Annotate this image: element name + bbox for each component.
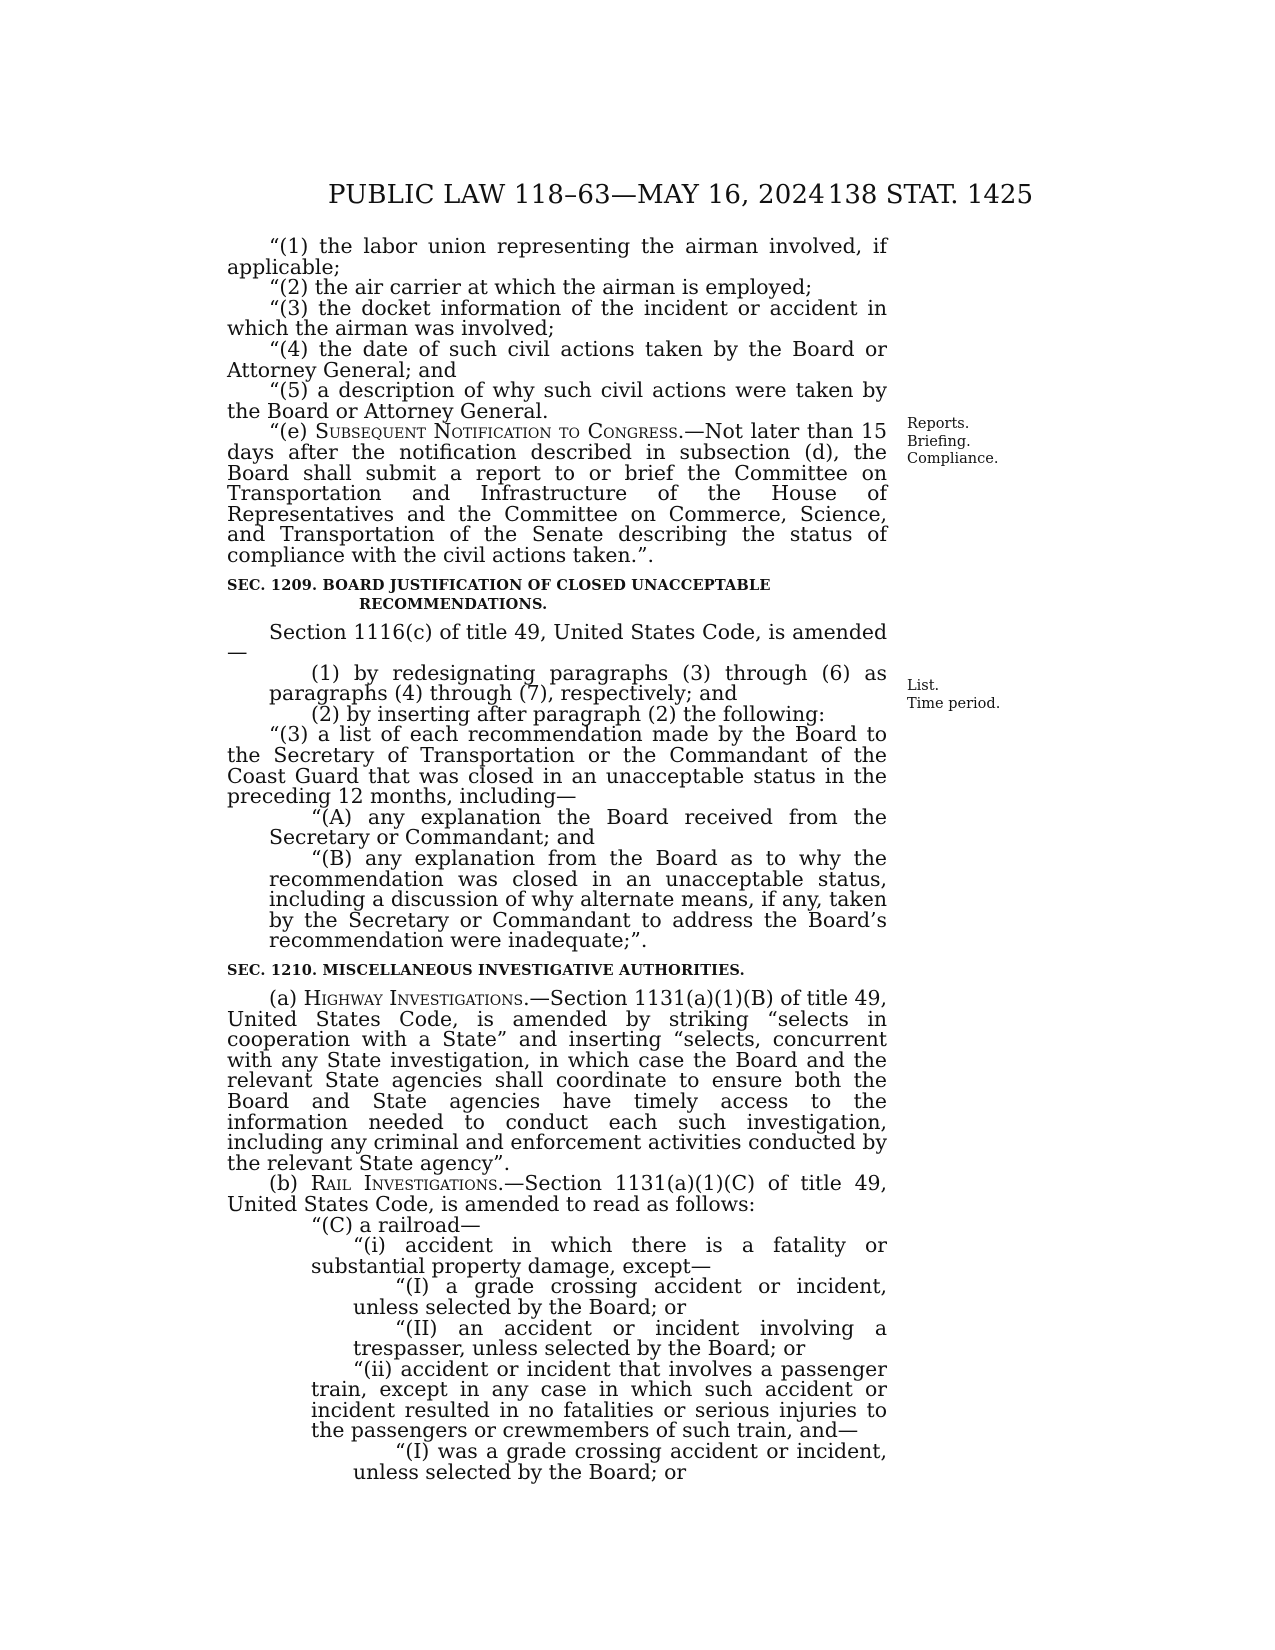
section-1209-para-3: “(3) a list of each recommendation made by the Board to the Secretary of Transportation or the Commandant of the Coast Guard that was closed in an unacceptable status in the preceding 12 months, including— <box>227 722 887 809</box>
section-1209-para-1: (1) by redesignating paragraphs (3) through (6) as paragraphs (4) through (7), respectively; and <box>269 660 887 706</box>
paragraph-d2: “(2) the air carrier at which the airman is employed; <box>269 275 813 300</box>
margin-note-line: List. <box>907 678 940 694</box>
section-1209-intro: Section 1116(c) of title 49, United States Code, is amended— <box>227 619 887 665</box>
section-1209-para-2: (2) by inserting after paragraph (2) the following: <box>311 701 826 726</box>
margin-note-reports <box>907 416 998 469</box>
page-header <box>0 180 1275 220</box>
paragraph-d1: “(1) the labor union representing the airman involved, if applicable; <box>227 234 887 279</box>
paragraph-d5: “(5) a description of why such civil actions were taken by the Board or Attorney General. <box>227 378 887 423</box>
page-title: PUBLIC LAW 118–63—MAY 16, 2024 <box>328 180 825 210</box>
subsection-b-open: (b) <box>269 1171 311 1196</box>
clause-c-i: “(i) accident in which there is a fatality or substantial property damage, except— <box>311 1233 887 1278</box>
subsection-b-text: .—Section 1131(a)(1)(C) of title 49, United States Code, is amended to read as follows: <box>227 1171 887 1216</box>
clause-c-i-II: “(II) an accident or incident involving a trespasser, unless selected by the Board; or <box>353 1315 887 1361</box>
section-1210-heading: SEC. 1210. MISCELLANEOUS INVESTIGATIVE AUTHORITIES. <box>227 962 745 979</box>
subsection-e-open: “(e) <box>269 419 315 444</box>
margin-note-line: Reports. <box>907 416 970 432</box>
margin-note-line: Compliance. <box>907 451 999 467</box>
subsection-a-text: .—Section 1131(a)(1)(B) of title 49, United States Code, is amended by striking “selects in cooperation with a State” and inserting “selects, concurrent with any State investigation, in which case the Board and the relevant State agencies shall coordinate to ensure both the Board and State agencies have timely access to the information needed to conduct each such investigation, including any criminal and enforcement activities conducted by the relevant State agency”. <box>227 986 887 1175</box>
subsection-b-heading: Rail Investigations <box>310 1171 498 1196</box>
subsection-b <box>227 1173 887 1214</box>
subsection-a <box>227 988 887 1173</box>
subsection-a-heading: Highway Investigations <box>303 986 524 1010</box>
stat-page-number: 138 STAT. 1425 <box>827 180 1033 210</box>
subsection-e-text: .—Not later than 15 days after the notification described in subsection (d), the Board shall submit a report to or brief the Committee on Transportation and Infrastructure of the House of Representatives and the Committee on Commerce, Science, and Transportation of the Senate describing the status of compliance with the civil actions taken.”. <box>227 419 887 567</box>
section-1209-subpara-a: “(A) any explanation the Board received from the Secretary or Commandant; and <box>269 804 887 850</box>
subsection-e-heading: Subsequent Notification to Congress <box>314 419 678 444</box>
main-text-column <box>227 236 887 1482</box>
clause-c-ii: “(ii) accident or incident that involves a passenger train, except in any case in which such accident or incident resulted in no fatalities or serious injuries to the passengers or crewmembers of such train, and— <box>311 1356 887 1443</box>
margin-note-list <box>907 678 1000 713</box>
margin-note-line: Time period. <box>907 695 1001 712</box>
paragraph-d3: “(3) the docket information of the incident or accident in which the airman was involved; <box>227 295 887 341</box>
clause-c-i-I: “(I) a grade crossing accident or incident, unless selected by the Board; or <box>353 1274 887 1319</box>
subsection-e <box>227 421 887 565</box>
section-1209-heading: SEC. 1209. BOARD JUSTIFICATION OF CLOSED UNACCEPTABLE RECOMMENDATIONS. <box>227 576 771 613</box>
subsection-a-open: (a) <box>269 986 304 1010</box>
clause-c: “(C) a railroad— <box>311 1212 481 1237</box>
section-1209-subpara-b: “(B) any explanation from the Board as to why the recommendation was closed in an unacceptable status, including a discussion of why alternate means, if any, taken by the Secretary or Commandant to address the Board’s recommendation were inadequate;”. <box>269 846 887 953</box>
clause-c-ii-I: “(I) was a grade crossing accident or incident, unless selected by the Board; or <box>353 1439 887 1484</box>
paragraph-d4: “(4) the date of such civil actions taken by the Board or Attorney General; and <box>227 336 887 382</box>
margin-note-line: Briefing. <box>907 433 971 450</box>
